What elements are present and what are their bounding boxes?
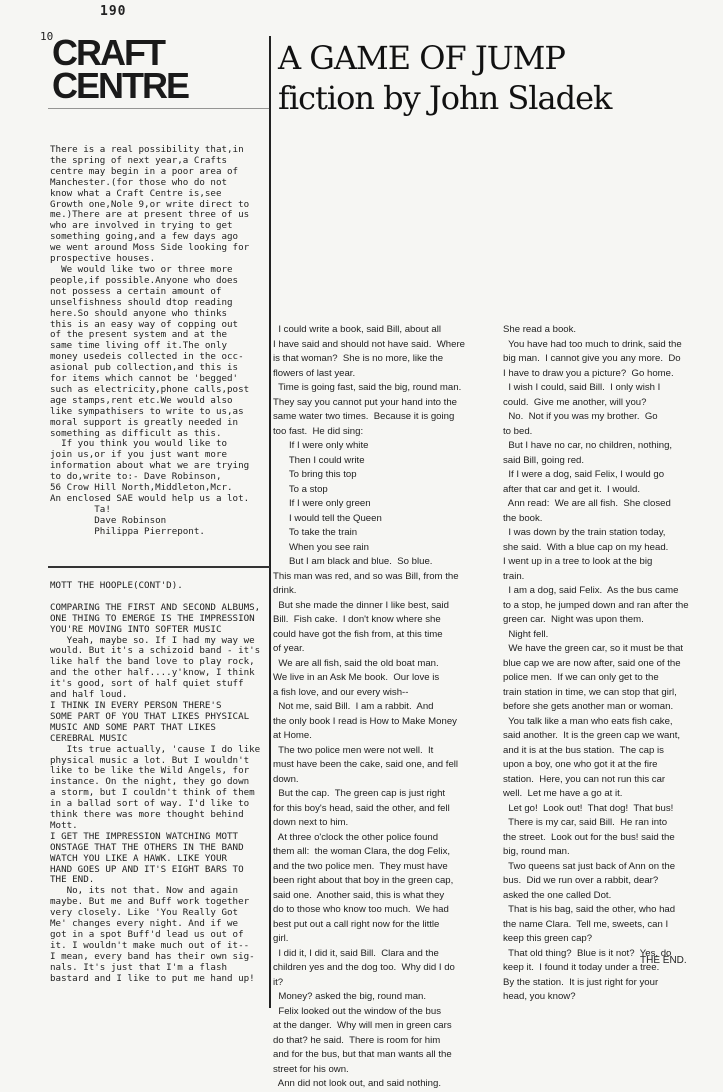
story-column-1: I could write a book, said Bill, about all I have said and should not have said. Where is that woman? She is no more, like the flowers of last year. Time is going fast, said the big, round man. They say you cannot put your hand into the same water two times. Because it is going too fast. He did sing: If I were only white Then I could write To bring this top To a stop If I were only green I would tell the Queen To take the train When you see rain But I am black and blue. So blue. This man was red, and so was Bill, from the drink. But she made the dinner I like best, said Bill. Fish cake. I don't know where she could have got the fish from, at this time of year. We are all fish, said the old boat man. We live in an Ask Me book. Our love is a fish love, and our every wish-- Not me, said Bill. I am a rabbit. And the only book I read is How to Make Money at Home. The two police men were not well. It must have been the cake, said one, and fell down. But the cap. The green cap is just right for this boy's head, said the other, and fell down next to him. At three o'clock the other police found them all: the woman Clara, the dog Felix, and the two police men. They must have been right about that boy in the green cap, said one. Another said, this is what they do to those who know too much. We had best put out a call right now for the little girl. I did it, I did it, said Bill. Clara and the children yes and the dog too. Why did I do it? Money? asked the big, round man. Felix looked out the window of the bus at the danger. Why will men in green cars do that? he said. There is room for him and for the bus, but that man wants all the street for his own. Ann did not look out, and said nothing. <box>273 324 465 1089</box>
craft-centre-title: CRAFT CENTRE <box>52 32 189 106</box>
section-divider-horizontal <box>48 566 270 568</box>
story-title: A GAME OF JUMP fiction by John Sladek <box>278 39 612 117</box>
story-column-2: She read a book. You have had too much to drink, said the big man. I cannot give you any more. Do I have to draw you a picture? Go home. I wish I could, said Bill. I only wish I could. Give me another, will you? No. Not if you was my brother. Go to bed. But I have no car, no children, nothing, said Bill, going red. If I were a dog, said Felix, I would go after that car and get it. I would. Ann read: We are all fish. She closed the book. I was down by the train station today, she said. With a blue cap on my head. I went up in a tree to look at the big train. I am a dog, said Felix. As the bus came to a stop, he jumped down and ran after the green car. Night was upon them. Night fell. We have the green car, so it must be that blue cap we are now after, said one of the police men. If we can only get to the train station in time, we can stop that girl, before she gets another man or woman. You talk like a man who eats fish cake, said another. It is the green cap we want, and it is at the bus station. The cap is upon a boy, one who got it at the fire station. Here, you can not run this car well. Let me have a go at it. Let go! Look out! That dog! That bus! There is my car, said Bill. He ran into the street. Look out for the bus! said the big, round man. Two queens sat just back of Ann on the bus. Did we run over a rabbit, dear? asked the one called Dot. That is his bag, said the other, who had the name Clara. Tell me, sweets, can I keep this green cap? That old thing? Blue is it not? Yes, do keep it. I found it today under a tree. By the station. It is just right for your head, you know? <box>503 324 689 1002</box>
mott-the-hoople-article: MOTT THE HOOPLE(CONT'D). COMPARING THE FIRST AND SECOND ALBUMS, ONE THING TO EMERGE IS THE IMPRESSION YOU'RE MOVING INTO SOFTER MUSIC Yeah, maybe so. If I had my way we would. But it's a schizoid band - it's like half the band love to play rock, and the other half....y'know, I think it's good, sort of half quiet stuff and half loud. I THINK IN EVERY PERSON THERE'S SOME PART OF YOU THAT LIKES PHYSICAL MUSIC AND SOME PART THAT LIKES CEREBRAL MUSIC Its true actually, 'cause I do like physical music a lot. But I wouldn't like to be like the Wild Angels, for instance. On the night, they go down a storm, but I couldn't think of them in a ballad sort of way. I'd like to think there was more thought behind Mott. I GET THE IMPRESSION WATCHING MOTT ONSTAGE THAT THE OTHERS IN THE BAND WATCH YOU LIKE A HAWK. LIKE YOUR HAND GOES UP AND IT'S EIGHT BARS TO THE END. No, its not that. Now and again maybe. But me and Buff work together very closely. Like 'You Really Got Me' changes every night. And if we got in a spot Buff'd lead us out of it. I wouldn't make much out of it-- I mean, every band has their own sig- nals. It's just that I'm a flash bastard and I like to put me hand up! <box>50 580 261 984</box>
craft-centre-article: There is a real possibility that,in the spring of next year,a Crafts centre may begin in a poor area of Manchester.(for those who do not know what a Craft Centre is,see Growth one,Nole 9,or write direct to me.)There are at present three of us who are involved in trying to get something going,and a few days ago we went around Moss Side looking for prospective houses. We would like two or three more people,if possible.Anyone who does not possess a certain amount of unselfishness should dtop reading here.So should anyone who thinks this is an easy way of copping out of the present system and at the same time living off it.The only money usedeis collected in the occ- asional pub collection,and this is for items which cannot be 'begged' such as electricity,phone calls,post age stamps,rent etc.We would also like sympathisers to write to us,as moral support is greatly needed in something as difficult as this. If you think you would like to join us,or if you just want more information about what we are trying to do,write to:- Dave Robinson, 56 Crow Hill North,Middleton,Mcr. An enclosed SAE would help us a lot. Ta! Dave Robinson Philippa Pierrepont. <box>50 144 250 537</box>
corner-mark: 10 <box>40 30 54 43</box>
page-number: 190 <box>100 4 127 19</box>
the-end-label: THE END. <box>640 955 687 966</box>
title-underline <box>48 108 270 109</box>
